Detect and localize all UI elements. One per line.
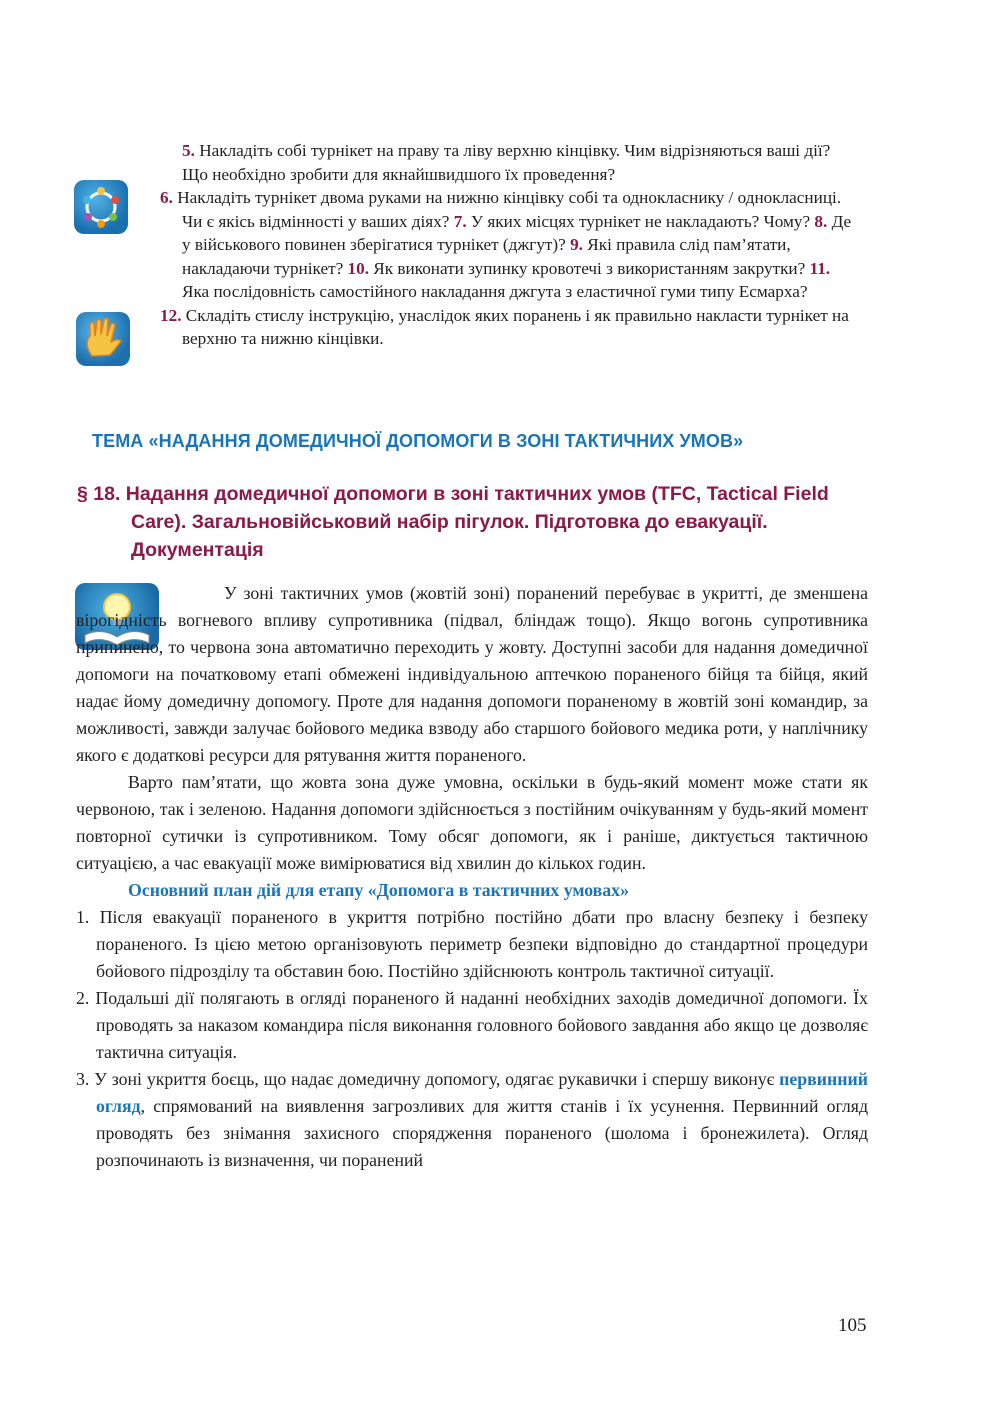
- question-number: 9.: [570, 235, 583, 254]
- group-icon: [74, 180, 128, 234]
- list-item: [76, 1066, 868, 1174]
- section-title: § 18. Надання домедичної допомоги в зоні тактичних умов (TFC, Tactical Field Care). Загальновійськовий набір пігулок. Підготовка до евакуації. Документація: [77, 483, 829, 561]
- hand-icon: [76, 312, 130, 366]
- list-item-text: 3. У зоні укриття боєць, що надає домедичну допомогу, одягає рукавички і спершу виконує: [76, 1069, 780, 1089]
- question-text: Накладіть турнікет двома руками на нижню кінцівку собі та однокласнику / однокласниці. Чи є якісь відмінності у ваших діях?: [172, 188, 842, 231]
- question-6-11: [160, 186, 860, 304]
- question-text: Складіть стислу інструкцію, унаслідок яких поранень і як правильно накласти турнікет на верхню та нижню кінцівки.: [181, 305, 849, 348]
- plan-heading: Основний план дій для етапу «Допомога в тактичних умовах»: [128, 880, 629, 900]
- question-text: У яких місцях турнікет не накладають? Чому?: [466, 211, 815, 231]
- question-text: Які правила слід пам’ятати, накладаючи турнікет?: [182, 235, 791, 278]
- question-text: Накладіть собі турнікет на праву та ліву верхню кінцівку. Чим відрізняються ваші дії? Що необхідно зробити для якнайшвидшого їх проведення?: [182, 141, 831, 184]
- question-number: 10.: [347, 258, 369, 278]
- section-heading: [77, 480, 867, 564]
- list-item-text: , спрямований на виявлення загрозливих для життя станів і їх усунення. Первинний огляд проводять без знімання захисного спорядження пораненого (шолома і бронежилета). Огляд розпочинають із визначення, чи поранений: [96, 1096, 868, 1170]
- main-text: [76, 580, 868, 1174]
- topic-title: ТЕМА «НАДАННЯ ДОМЕДИЧНОЇ ДОПОМОГИ В ЗОНІ ТАКТИЧНИХ УМОВ»: [92, 431, 744, 451]
- question-text: Яка послідовність самостійного накладання джгута з еластичної гуми типу Есмарха?: [182, 282, 808, 301]
- question-5: [182, 139, 860, 186]
- question-text: Де у військового повинен зберігатися турнікет (джгут)?: [182, 211, 852, 254]
- question-number: 6.: [160, 188, 173, 207]
- paragraph-2: Варто пам’ятати, що жовта зона дуже умовна, оскільки в будь-який момент може стати як червоною, так і зеленою. Надання допомоги здійснюється з постійним очікуванням у будь-який момент повторної сутички із супротивником. Тому обсяг допомоги, як і раніше, диктується тактичною ситуацією, а час евакуації може вимірюватися від хвилин до кількох годин.: [76, 772, 868, 873]
- paragraph-1: У зоні тактичних умов (жовтій зоні) поранений перебуває в укритті, де зменшена вірогідність вогневого впливу супротивника (підвал, бліндаж тощо). Якщо вогонь супротивника припинено, то червона зона автоматично переходить у жовту. Доступні засоби для надання домедичної допомоги на початковому етапі обмежені індивідуальною аптечкою пораненого бійця та бійця, який надає йому домедичну допомогу. Проте для надання допомоги пораненому в жовтій зоні командир, за можливості, завжди залучає бойового медика взводу або старшого бойового медика роти, у наплічнику якого є додаткові ресурси для рятування життя пораненого.: [76, 583, 868, 765]
- question-text: Як виконати зупинку кровотечі з використанням закрутки?: [369, 258, 810, 278]
- list-item: 2. Подальші дії полягають в огляді пораненого й наданні необхідних заходів домедичної допомоги. Їх проводять за наказом командира після виконання головного бойового завдання або якщо це дозволяє тактична ситуація.: [76, 988, 868, 1062]
- question-number: 5.: [182, 141, 195, 160]
- question-number: 12.: [160, 305, 182, 325]
- question-12: [160, 304, 860, 351]
- highlighted-term: первинний огляд: [96, 1069, 868, 1116]
- question-number: 8.: [814, 211, 828, 231]
- question-block: [160, 139, 860, 351]
- list-item: 1. Після евакуації пораненого в укриття потрібно постійно дбати про власну безпеку і безпеку пораненого. Із цією метою організовують периметр безпеки відповідно до стандартної процедури бойового підрозділу та обставин бою. Постійно здійснюють контроль тактичної ситуації.: [76, 907, 868, 981]
- question-number: 7.: [453, 211, 467, 231]
- page-number: 105: [838, 1315, 867, 1336]
- question-number: 11.: [809, 258, 831, 278]
- action-list: [76, 904, 868, 1174]
